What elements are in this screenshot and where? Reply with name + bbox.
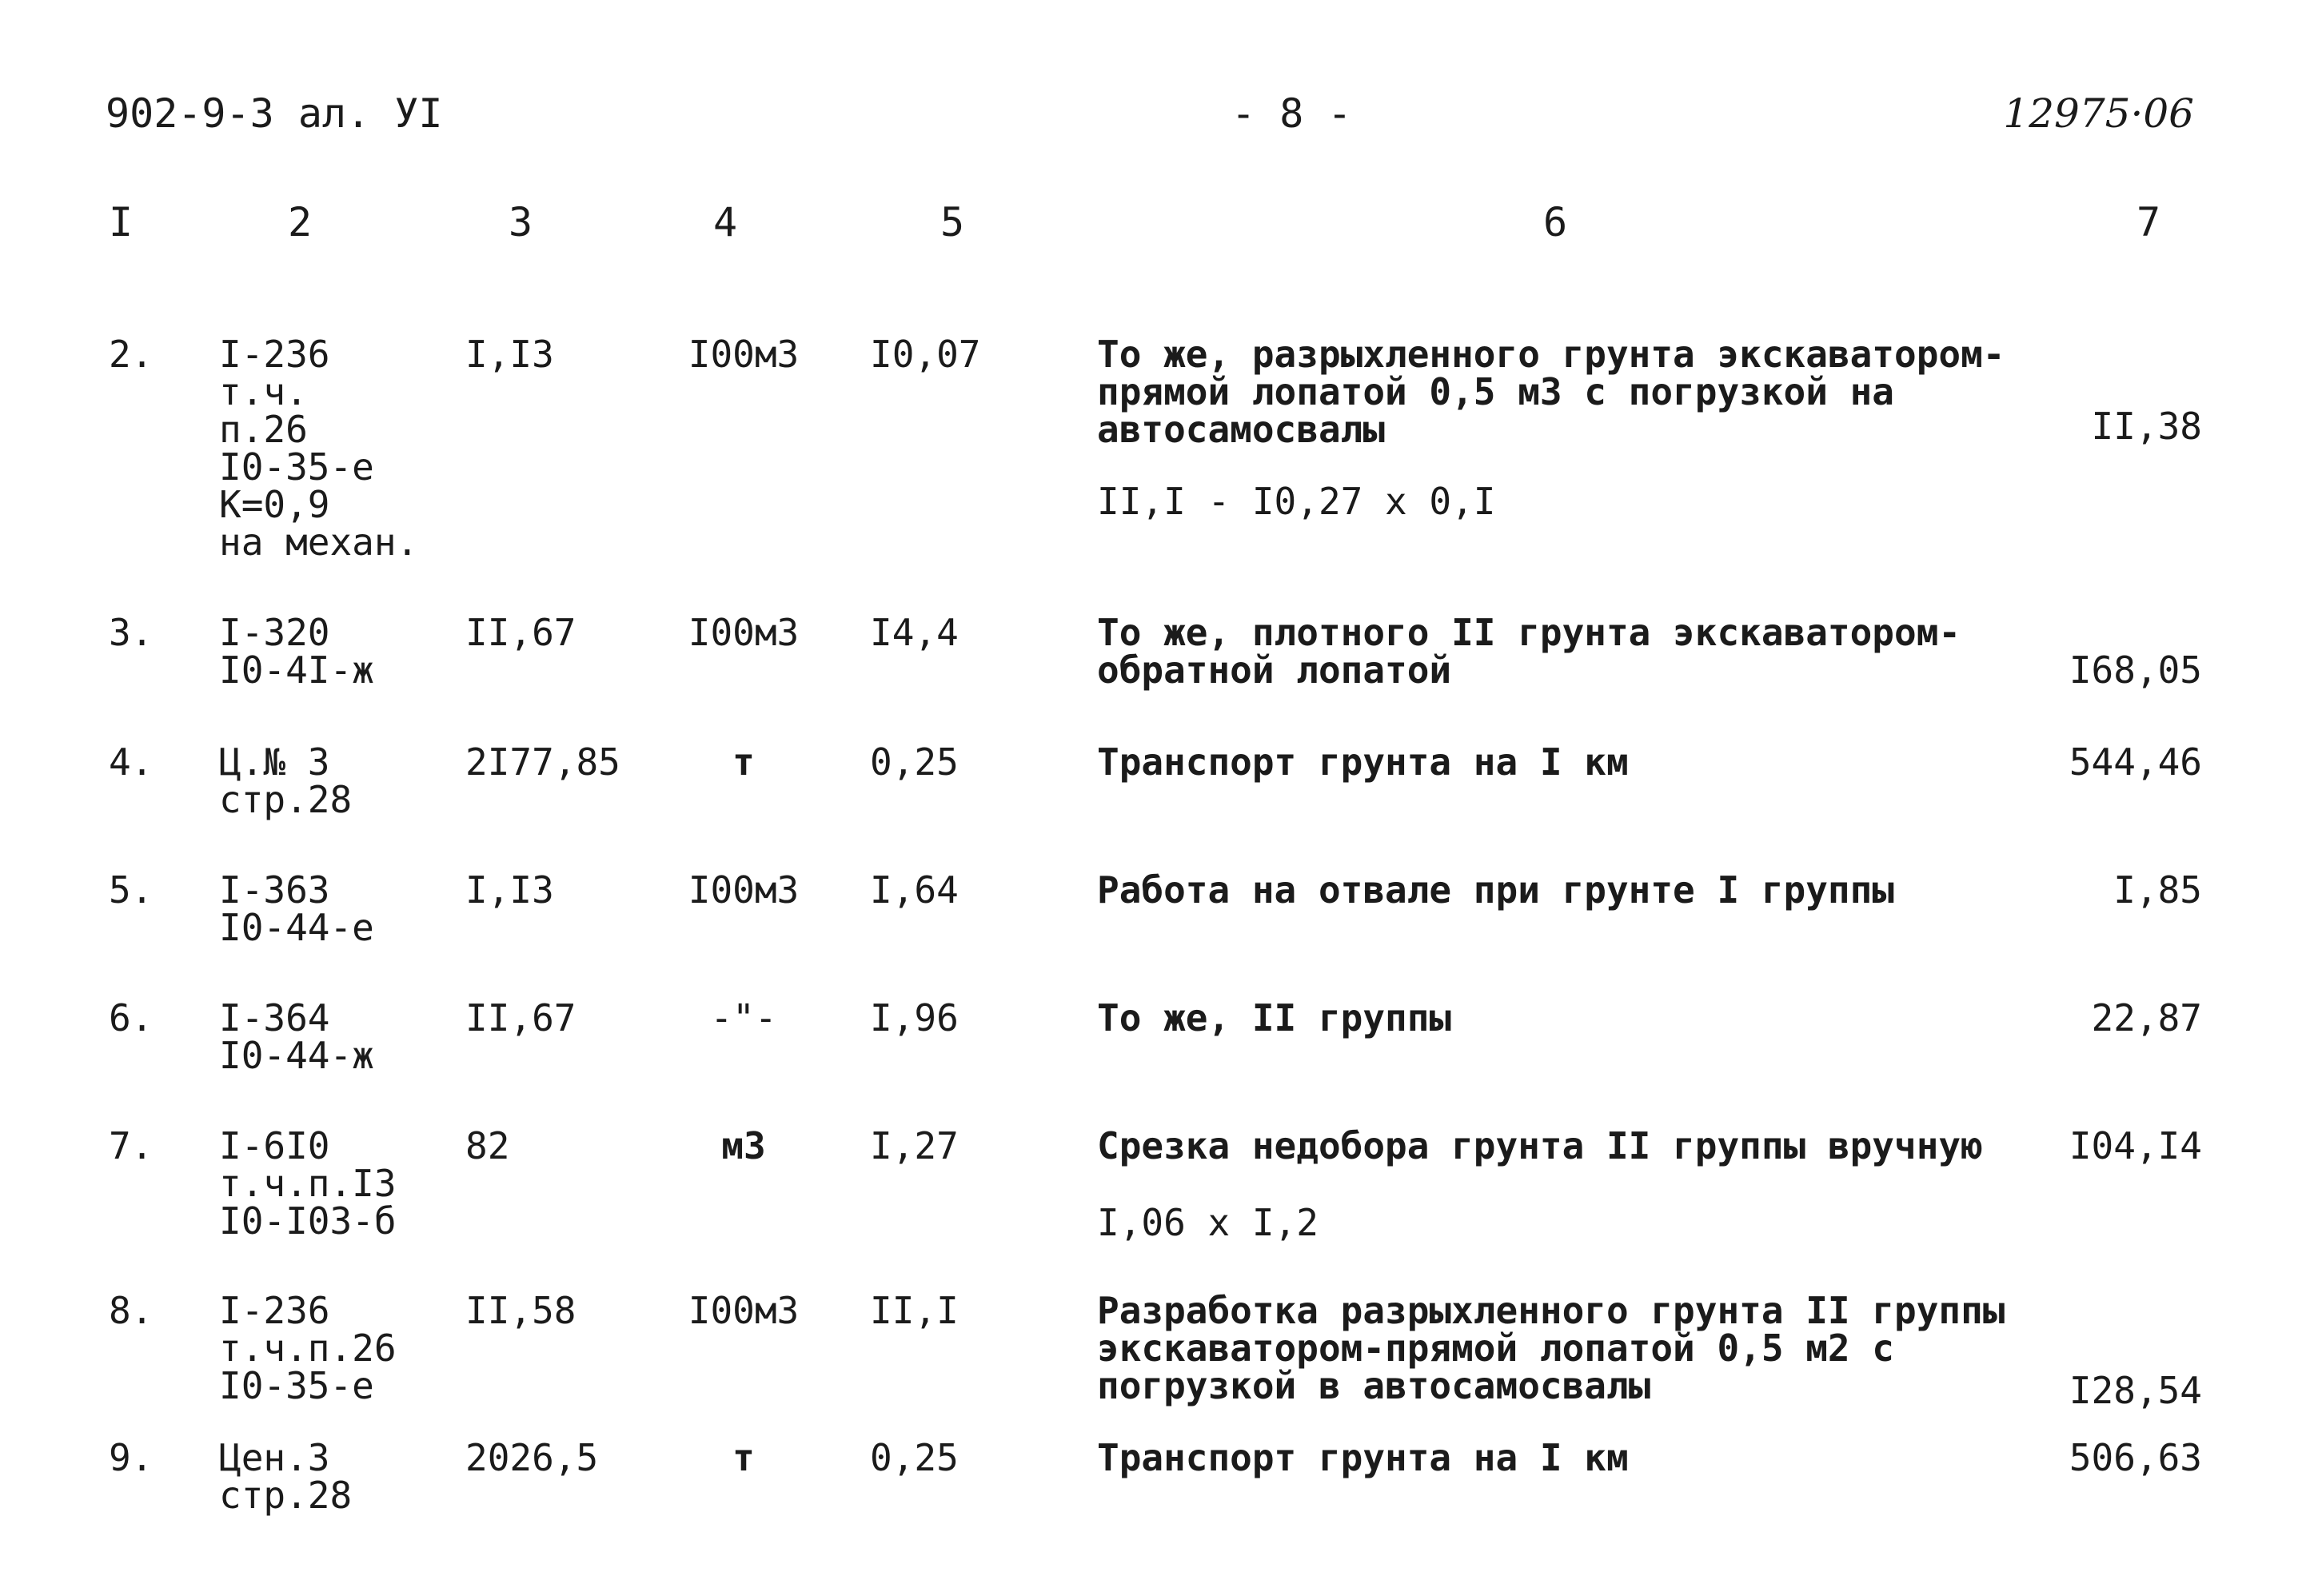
page-number: - 8 - [1231, 90, 1352, 137]
row-price: 0,25 [870, 740, 959, 784]
row-price: II,I [870, 1289, 959, 1332]
row-price: I0,07 [870, 333, 981, 376]
column-number: 7 [2136, 199, 2161, 245]
row-total: I,85 [2113, 868, 2202, 912]
row-unit: м3 [721, 1124, 766, 1167]
row-price: 0,25 [870, 1436, 959, 1479]
row-number: 2. [109, 333, 154, 376]
row-price: I,96 [870, 996, 959, 1039]
row-description: Транспорт грунта на I км [1097, 740, 1629, 784]
row-price: I,64 [870, 868, 959, 912]
document-code: 902-9-3 ал. УI [106, 90, 443, 137]
row-unit: I00м3 [688, 333, 800, 376]
row-quantity: II,67 [465, 996, 577, 1039]
row-unit: I00м3 [688, 611, 800, 654]
row-total: 22,87 [2091, 996, 2202, 1039]
row-code: I-6I0 т.ч.п.I3 I0-I03-б [219, 1124, 397, 1243]
row-note: II,I - I0,27 x 0,I [1097, 480, 1496, 523]
reference-number: 12975·06 [2003, 90, 2194, 137]
row-unit: т [732, 1436, 755, 1479]
row-note: I,06 x I,2 [1097, 1201, 1319, 1244]
row-code: I-363 I0-44-е [219, 868, 374, 949]
row-total: 506,63 [2069, 1436, 2202, 1479]
row-unit: -"- [710, 996, 777, 1039]
row-code: Цен.3 стр.28 [219, 1436, 353, 1517]
row-description: Разработка разрыхленного грунта II группы экскаватором-прямой лопатой 0,5 м2 с погрузкой в автосамосвалы [1097, 1289, 2005, 1407]
row-number: 8. [109, 1289, 154, 1332]
row-description: То же, разрыхленного грунта экскаватором- прямой лопатой 0,5 м3 с погрузкой на автосамосвалы [1097, 333, 2005, 451]
row-description: Срезка недобора грунта II группы вручную [1097, 1124, 1983, 1167]
row-description: Работа на отвале при грунте I группы [1097, 868, 1894, 912]
row-quantity: 2I77,85 [465, 740, 620, 784]
column-number: 6 [1543, 199, 1568, 245]
row-number: 7. [109, 1124, 154, 1167]
row-code: I-236 т.ч. п.26 I0-35-е К=0,9 на механ. [219, 333, 419, 564]
row-quantity: I,I3 [465, 333, 554, 376]
row-price: I,27 [870, 1124, 959, 1167]
row-code: Ц.№ 3 стр.28 [219, 740, 353, 821]
row-total: 544,46 [2069, 740, 2202, 784]
row-description: То же, плотного II грунта экскаватором- обратной лопатой [1097, 611, 1961, 692]
row-total: I04,I4 [2069, 1124, 2202, 1167]
row-number: 9. [109, 1436, 154, 1479]
column-number: 5 [940, 199, 965, 245]
row-quantity: 82 [465, 1124, 510, 1167]
row-quantity: II,58 [465, 1289, 577, 1332]
row-total: I28,54 [2069, 1369, 2202, 1412]
row-total: I68,05 [2069, 648, 2202, 692]
row-code: I-236 т.ч.п.26 I0-35-е [219, 1289, 397, 1407]
row-number: 3. [109, 611, 154, 654]
row-unit: I00м3 [688, 1289, 800, 1332]
row-unit: I00м3 [688, 868, 800, 912]
row-description: То же, II группы [1097, 996, 1452, 1039]
row-code: I-364 I0-44-ж [219, 996, 374, 1077]
column-number: 3 [509, 199, 533, 245]
column-number: I [109, 199, 134, 245]
row-number: 5. [109, 868, 154, 912]
row-description: Транспорт грунта на I км [1097, 1436, 1629, 1479]
row-unit: т [732, 740, 755, 784]
row-quantity: II,67 [465, 611, 577, 654]
column-number: 4 [713, 199, 738, 245]
column-number: 2 [288, 199, 313, 245]
row-number: 4. [109, 740, 154, 784]
row-quantity: 2026,5 [465, 1436, 599, 1479]
row-number: 6. [109, 996, 154, 1039]
row-total: II,38 [2091, 405, 2202, 448]
row-code: I-320 I0-4I-ж [219, 611, 374, 692]
row-price: I4,4 [870, 611, 959, 654]
row-quantity: I,I3 [465, 868, 554, 912]
